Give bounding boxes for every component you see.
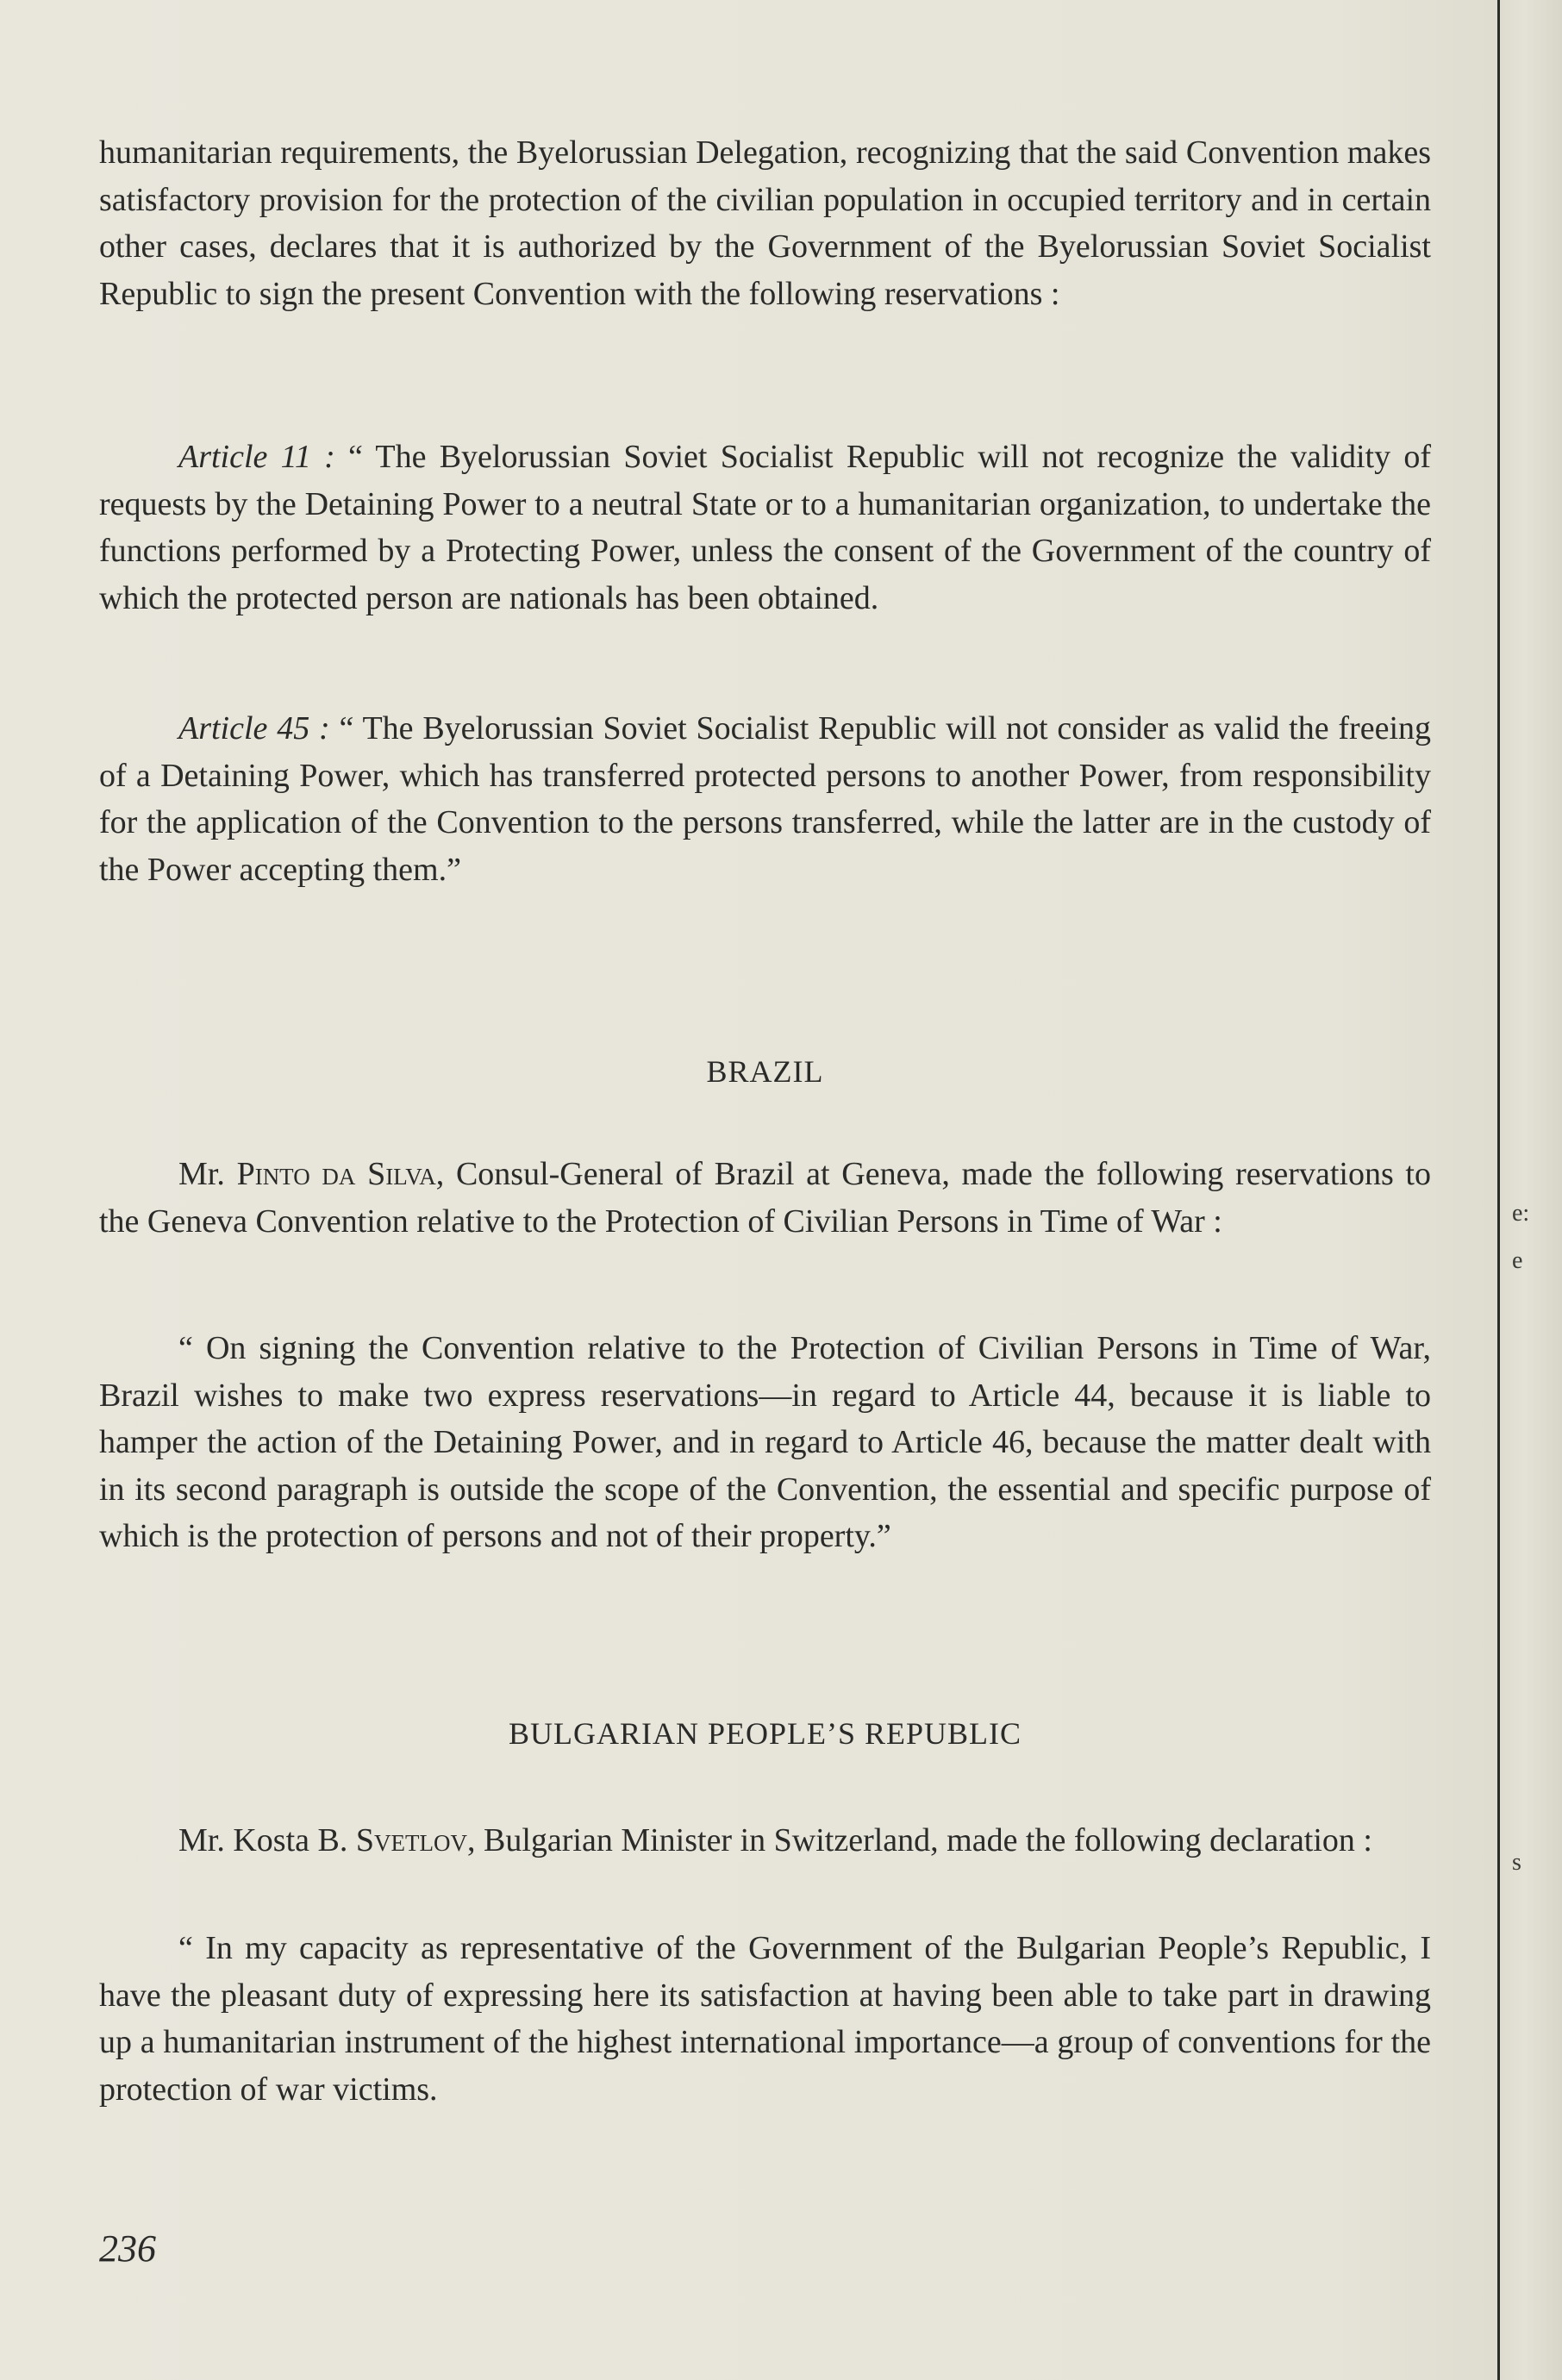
bulgaria-intro-paragraph: [99, 1817, 1431, 1865]
bulgaria-quote-paragraph: [99, 1925, 1431, 2113]
section-heading-bulgaria: BULGARIAN PEOPLE’S REPUBLIC: [508, 1716, 1022, 1751]
brazil-intro-pre: Mr.: [178, 1156, 237, 1192]
brazil-delegate-name: Pinto da Silva: [236, 1156, 436, 1192]
gutter-glyph-1: e:: [1512, 1200, 1530, 1227]
article-11-paragraph: [99, 434, 1431, 622]
bulgaria-intro-pre: Mr. Kosta B.: [178, 1822, 356, 1858]
brazil-quote: “ On signing the Convention relative to the Protection of Civilian Persons in Time of War, Brazil wishes to make two express reservations—in regard to Article 44, because it is liable to hamper the action of the Detaining Power, and in regard to Article 46, because the matter dealt with in its second paragraph is outside the scope of the Convention, the essential and specific purpose of which is the protection of persons and not of their property.”: [99, 1330, 1431, 1554]
gutter-glyph-3: s: [1512, 1849, 1521, 1876]
bulgaria-intro-post: , Bulgarian Minister in Switzerland, made the following declaration :: [466, 1822, 1372, 1858]
intro-paragraph: [99, 129, 1431, 317]
gutter-glyph-2: e: [1512, 1247, 1523, 1274]
bulgaria-quote: “ In my capacity as representative of the Government of the Bulgarian People’s Republic, I have the pleasant duty of expressing here its satisfaction at having been able to take part in drawing up a humanitarian instrument of the highest international importance—a group of conventions for the protection of war victims.: [99, 1930, 1431, 2108]
article-11-label: Article 11 :: [178, 439, 335, 475]
page-gutter: [1497, 0, 1562, 2380]
section-heading-brazil: BRAZIL: [706, 1054, 824, 1089]
brazil-intro-post: , Consul-General of Brazil at Geneva, made the following reservations to the Geneva Convention relative to the Protection of Civilian Persons in Time of War :: [99, 1156, 1431, 1240]
bulgaria-delegate-name: Svetlov: [355, 1822, 467, 1858]
page-number: 236: [99, 2227, 156, 2270]
article-45-text: “ The Byelorussian Soviet Socialist Republic will not consider as valid the freeing of a Detaining Power, which has transferred protected persons to another Power, from responsibility for the application of the Convention to the persons transferred, while the latter are in the custody of the Power accepting them.”: [99, 710, 1431, 888]
article-45-label: Article 45 :: [178, 710, 330, 746]
intro-text: humanitarian requirements, the Byelorussian Delegation, recognizing that the said Convention makes satisfactory provision for the protection of the civilian population in occupied territory and in certain other cases, declares that it is authorized by the Government of the Byelorussian Soviet Socialist Republic to sign the present Convention with the following reservations :: [99, 134, 1431, 312]
brazil-quote-paragraph: [99, 1325, 1431, 1560]
article-11-text: “ The Byelorussian Soviet Socialist Republic will not recognize the validity of requests by the Detaining Power to a neutral State or to a humanitarian organization, to undertake the functions performed by a Protecting Power, unless the consent of the Government of the country of which the protected person are nationals has been obtained.: [99, 439, 1431, 616]
article-45-paragraph: [99, 705, 1431, 893]
brazil-intro-paragraph: [99, 1151, 1431, 1245]
